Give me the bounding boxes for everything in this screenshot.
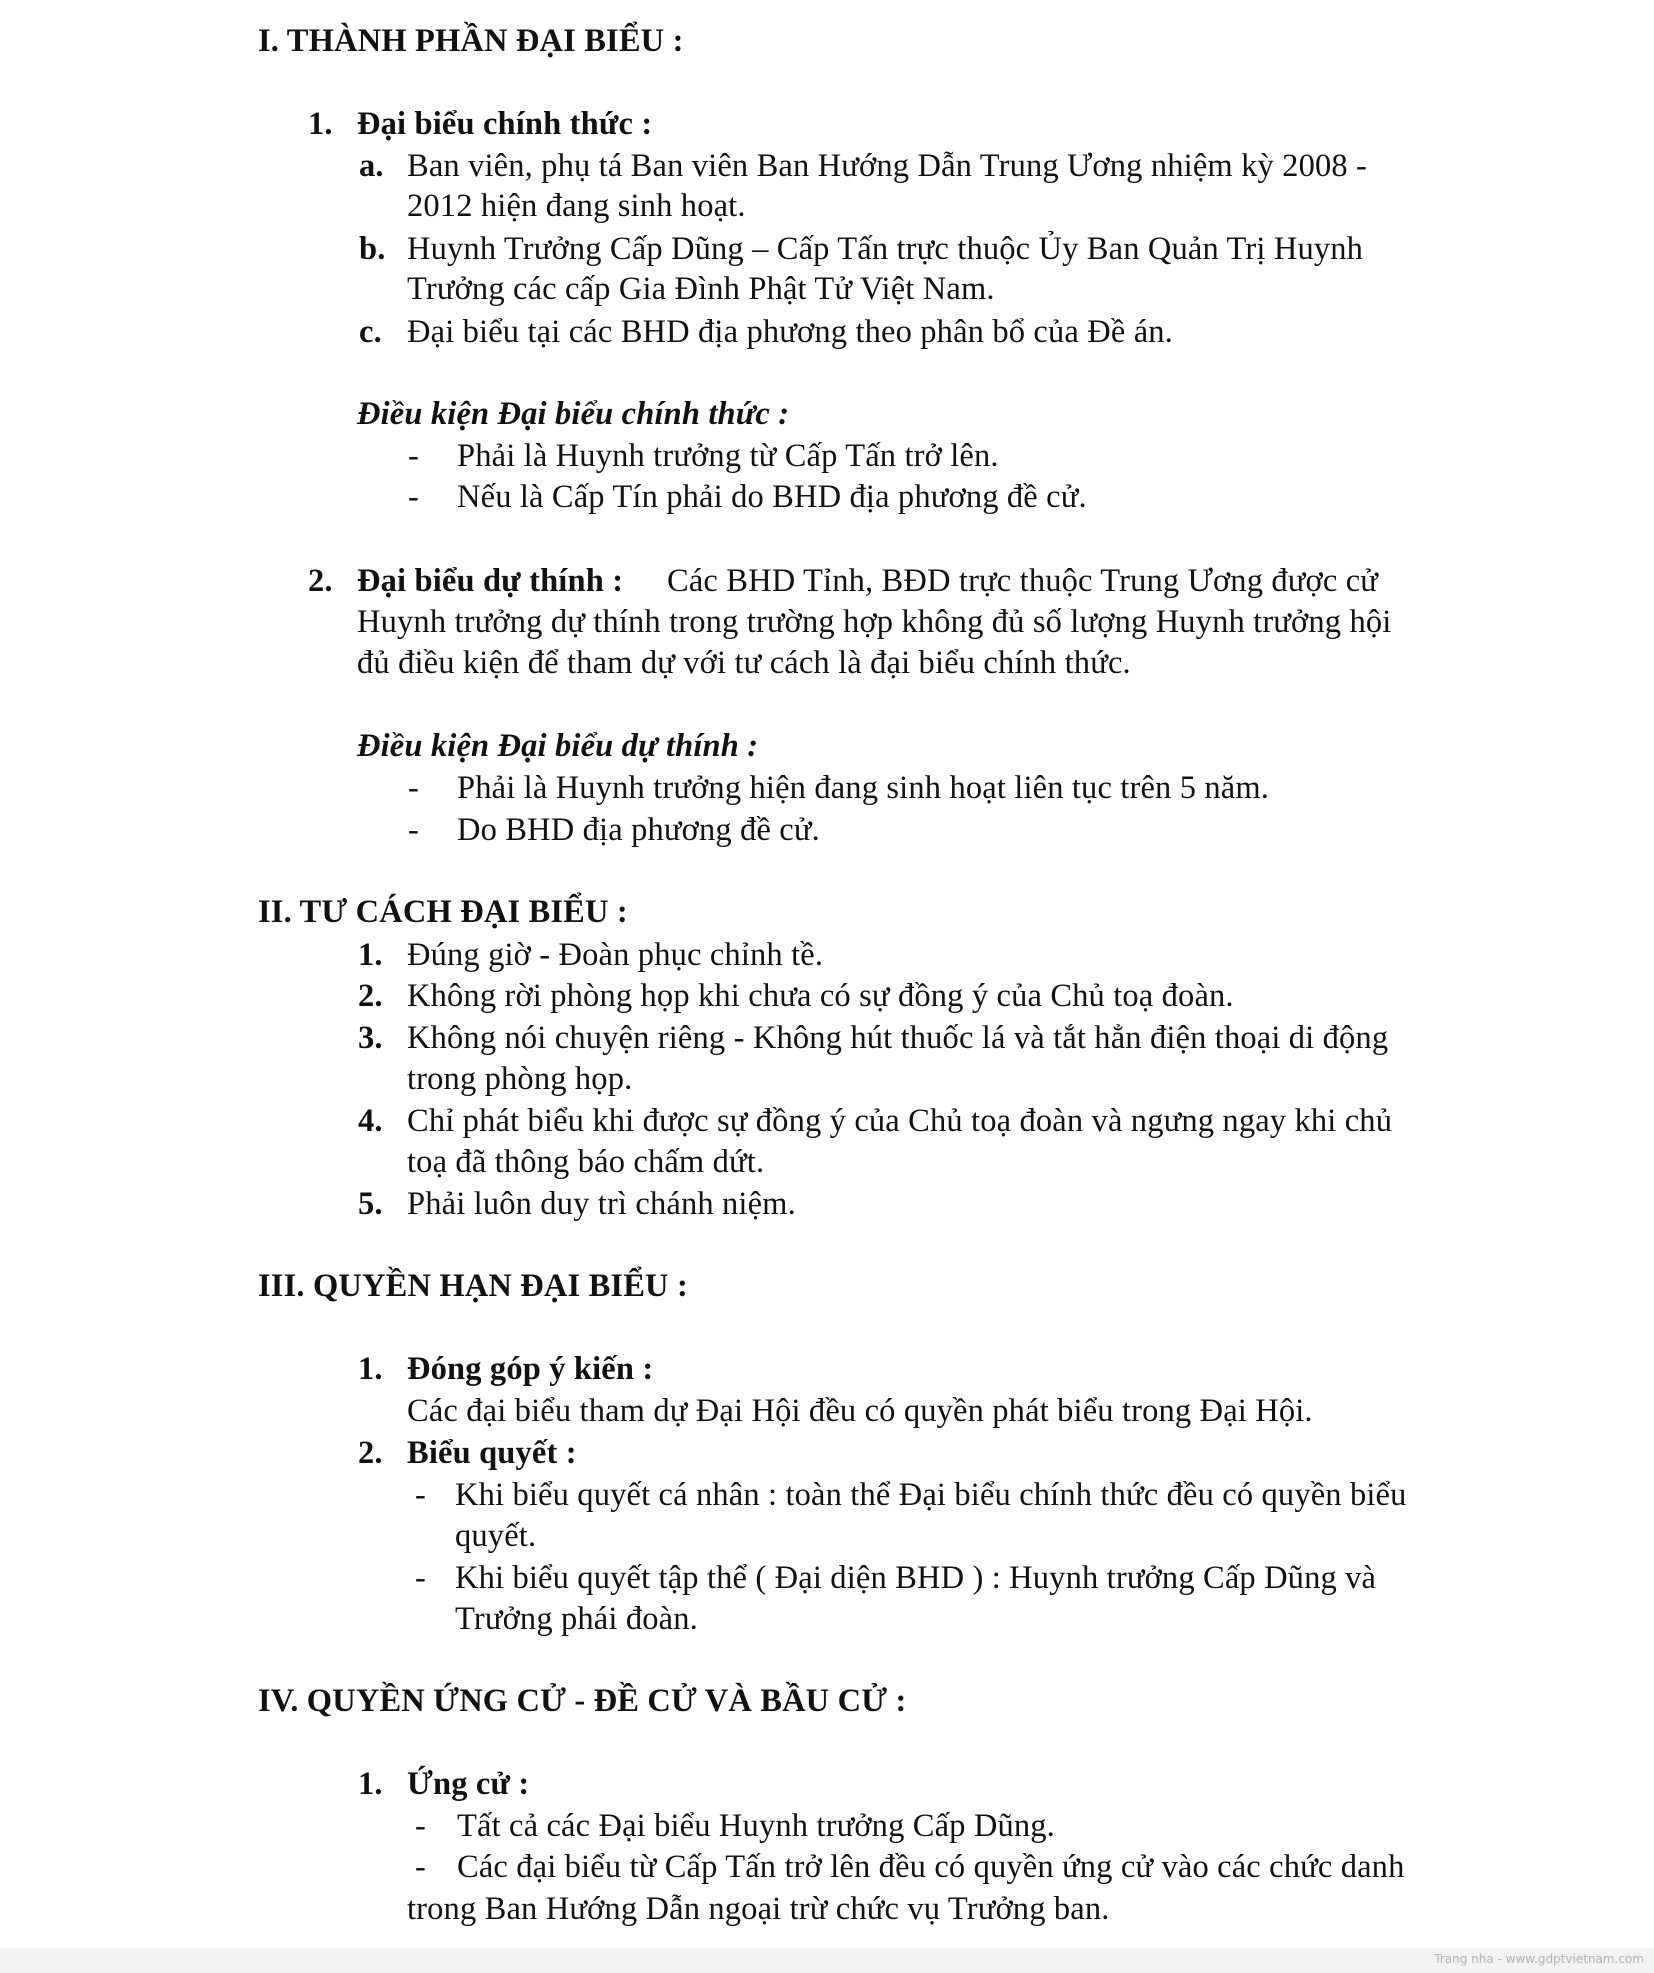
item-b-label: b. (359, 231, 386, 267)
item-2-text-line3: đủ điều kiện để tham dự với tư cách là đại biểu chính thức. (357, 645, 1131, 681)
section-1-heading: I. THÀNH PHẦN ĐẠI BIỂU : (258, 23, 684, 59)
bullet-dash: - (408, 438, 419, 474)
conduct-item-number: 3. (358, 1020, 383, 1056)
conduct-item-number: 5. (358, 1186, 383, 1222)
item-a-text-line1: Ban viên, phụ tá Ban viên Ban Hướng Dẫn Trung Ương nhiệm kỳ 2008 - (407, 148, 1368, 184)
bullet-dash: - (415, 1808, 426, 1844)
conduct-item-text: Chỉ phát biểu khi được sự đồng ý của Chủ toạ đoàn và ngưng ngay khi chủ (407, 1103, 1393, 1139)
candidacy-bullet-2-line2: trong Ban Hướng Dẫn ngoại trừ chức vụ Trưởng ban. (407, 1891, 1110, 1927)
section-3-heading: III. QUYỀN HẠN ĐẠI BIỂU : (258, 1268, 688, 1304)
item-2-text-line2: Huynh trưởng dự thính trong trường hợp không đủ số lượng Huynh trưởng hội (357, 604, 1392, 640)
candidacy-item-title: Ứng cử : (407, 1766, 530, 1802)
condition-official-title: Điều kiện Đại biểu chính thức : (357, 396, 790, 432)
item-a-text-line2: 2012 hiện đang sinh hoạt. (407, 188, 746, 224)
candidacy-bullet-1: Tất cả các Đại biểu Huynh trưởng Cấp Dũng. (457, 1808, 1055, 1844)
item-2-text-line1: Các BHD Tỉnh, BĐD trực thuộc Trung Ương được cử (667, 563, 1379, 599)
conduct-item-number: 2. (358, 978, 383, 1014)
item-2-title: Đại biểu dự thính : (357, 563, 624, 599)
conduct-item-number: 4. (358, 1103, 383, 1139)
section-4-heading: IV. QUYỀN ỨNG CỬ - ĐỀ CỬ VÀ BẦU CỬ : (258, 1683, 907, 1719)
voting-bullet-2-line2: Trưởng phái đoàn. (455, 1601, 698, 1637)
rights-item-2-number: 2. (358, 1435, 383, 1471)
footer-bar (0, 1948, 1654, 1973)
condition-official-2: Nếu là Cấp Tín phải do BHD địa phương đề cử. (457, 479, 1087, 515)
rights-item-1-number: 1. (358, 1351, 383, 1387)
item-c-label: c. (359, 314, 382, 350)
condition-observer-title: Điều kiện Đại biểu dự thính : (357, 728, 759, 764)
bullet-dash: - (408, 770, 419, 806)
condition-observer-2: Do BHD địa phương đề cử. (457, 812, 820, 848)
item-a-label: a. (359, 148, 384, 184)
item-1-number: 1. (308, 106, 333, 142)
rights-item-2-title: Biểu quyết : (407, 1435, 577, 1471)
voting-bullet-2-line1: Khi biểu quyết tập thể ( Đại diện BHD ) : Huynh trưởng Cấp Dũng và (455, 1560, 1377, 1596)
conduct-item-number: 1. (358, 937, 383, 973)
rights-item-1-title: Đóng góp ý kiến : (407, 1351, 654, 1387)
bullet-dash: - (415, 1560, 426, 1596)
conduct-item-text-cont: trong phòng họp. (407, 1061, 633, 1097)
bullet-dash: - (415, 1849, 426, 1885)
conduct-item-text: Phải luôn duy trì chánh niệm. (407, 1186, 796, 1222)
voting-bullet-1-line1: Khi biểu quyết cá nhân : toàn thể Đại biểu chính thức đều có quyền biểu (455, 1477, 1407, 1513)
item-1-title: Đại biểu chính thức : (357, 106, 653, 142)
item-c-text-line1: Đại biểu tại các BHD địa phương theo phân bổ của Đề án. (407, 314, 1173, 350)
condition-official-1: Phải là Huynh trưởng từ Cấp Tấn trở lên. (457, 438, 999, 474)
item-b-text-line2: Trưởng các cấp Gia Đình Phật Tử Việt Nam. (407, 271, 995, 307)
voting-bullet-1-line2: quyết. (455, 1518, 537, 1554)
section-2-heading: II. TƯ CÁCH ĐẠI BIỂU : (258, 894, 628, 930)
item-b-text-line1: Huynh Trưởng Cấp Dũng – Cấp Tấn trực thuộc Ủy Ban Quản Trị Huynh (407, 231, 1364, 267)
candidacy-bullet-2-line1: Các đại biểu từ Cấp Tấn trở lên đều có quyền ứng cử vào các chức danh (457, 1849, 1405, 1885)
bullet-dash: - (415, 1477, 426, 1513)
footer-watermark: Trang nha - www.gdptvietnam.com (1434, 1952, 1644, 1966)
condition-observer-1: Phải là Huynh trưởng hiện đang sinh hoạt liên tục trên 5 năm. (457, 770, 1270, 806)
item-2-number: 2. (308, 563, 333, 599)
bullet-dash: - (408, 812, 419, 848)
conduct-item-text-cont: toạ đã thông báo chấm dứt. (407, 1144, 765, 1180)
conduct-item-text: Không nói chuyện riêng - Không hút thuốc lá và tắt hẳn điện thoại di động (407, 1020, 1389, 1056)
candidacy-item-number: 1. (358, 1766, 383, 1802)
conduct-item-text: Đúng giờ - Đoàn phục chỉnh tề. (407, 937, 824, 973)
conduct-item-text: Không rời phòng họp khi chưa có sự đồng ý của Chủ toạ đoàn. (407, 978, 1234, 1014)
rights-item-1-text: Các đại biểu tham dự Đại Hội đều có quyền phát biểu trong Đại Hội. (407, 1393, 1313, 1429)
bullet-dash: - (408, 479, 419, 515)
